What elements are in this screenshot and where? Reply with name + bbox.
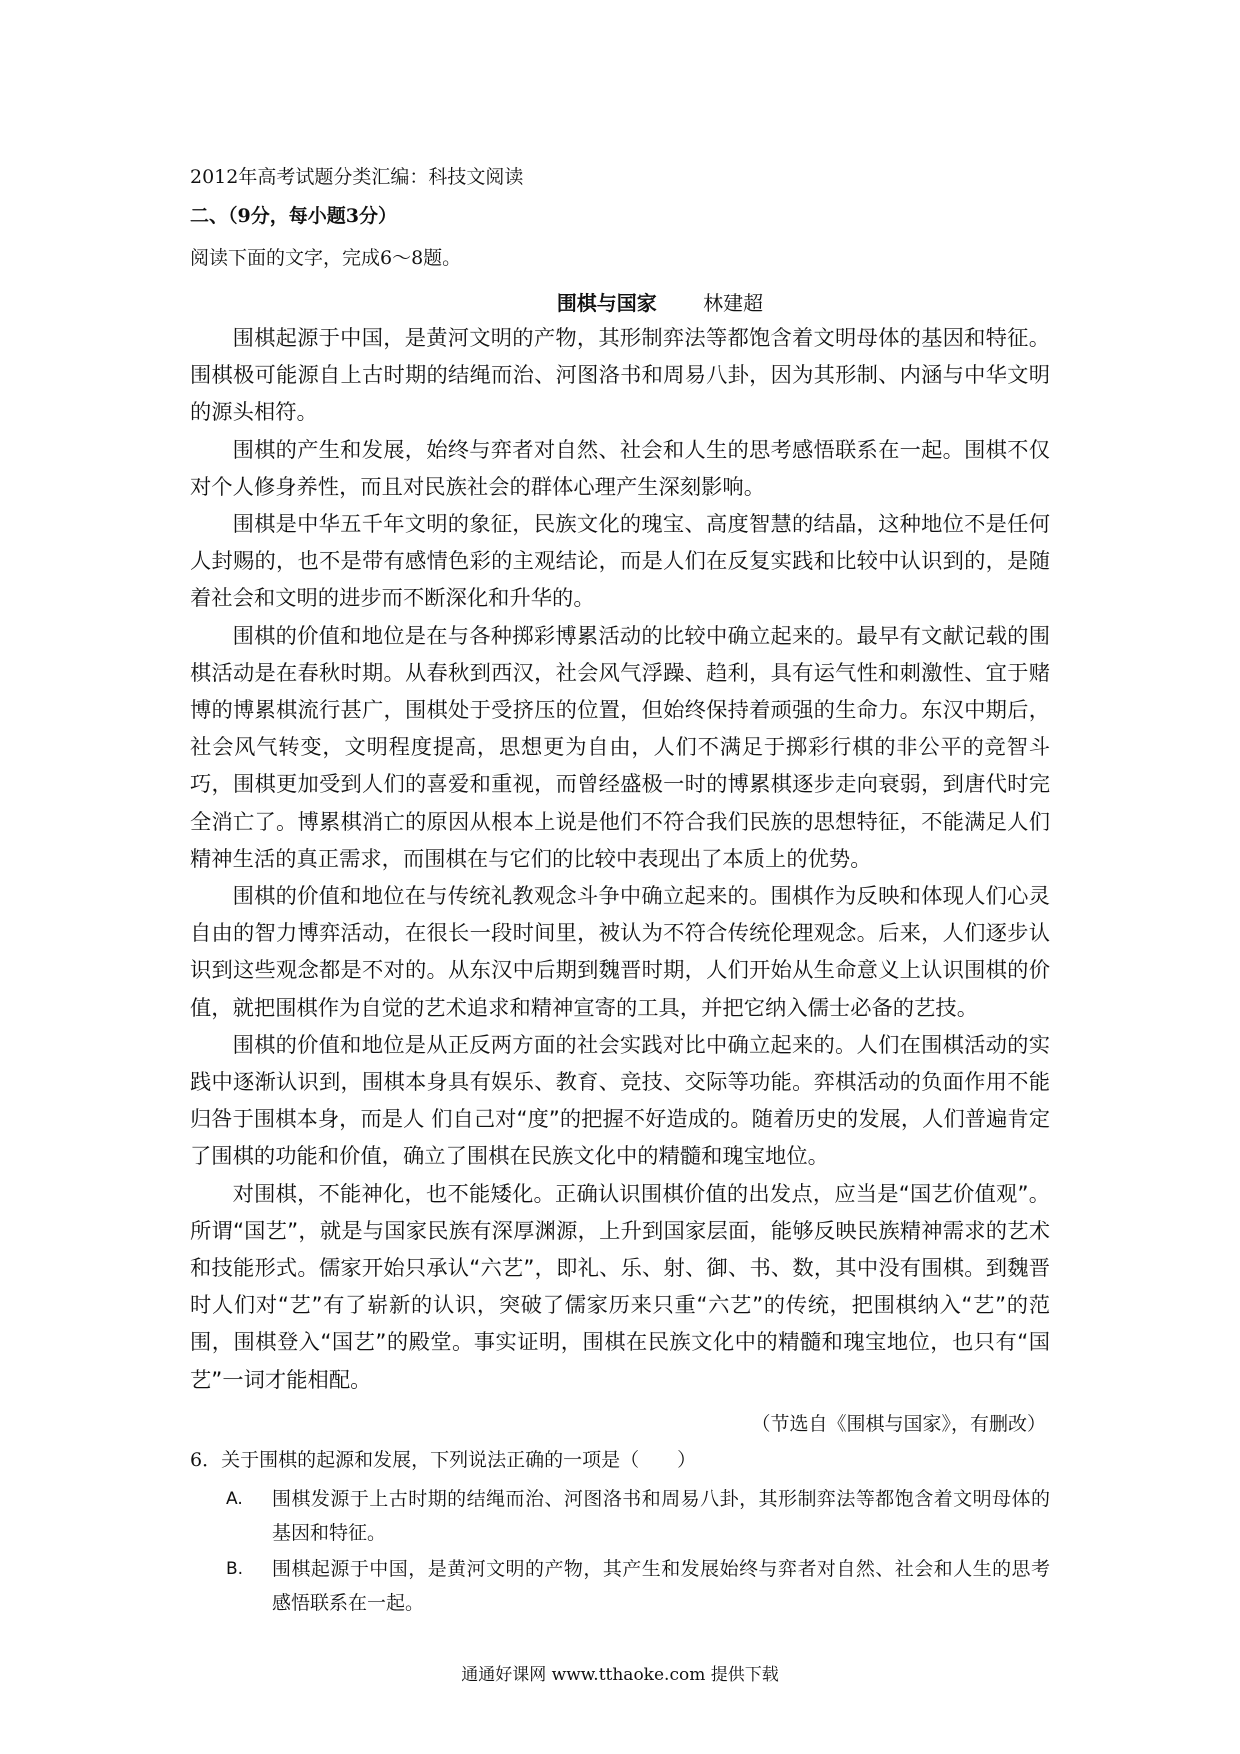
article-paragraph: 围棋的产生和发展，始终与弈者对自然、社会和人生的思考感悟联系在一起。围棋不仅对个人修身养性，而且对民族社会的群体心理产生深刻影响。 bbox=[190, 437, 1050, 500]
article-paragraph: 围棋是中华五千年文明的象征，民族文化的瑰宝、高度智慧的结晶，这种地位不是任何人封赐的，也不是带有感情色彩的主观结论，而是人们在反复实践和比较中认识到的，是随着社会和文明的进步而不断深化和升华的。 bbox=[190, 512, 1050, 612]
question-stem: 6．关于围棋的起源和发展，下列说法正确的一项是（ ） bbox=[190, 1449, 697, 1471]
article-title-line bbox=[190, 288, 1050, 318]
document-header: 2012年高考试题分类汇编：科技文阅读 bbox=[190, 166, 524, 188]
article-paragraph: 围棋的价值和地位是在与各种掷彩博累活动的比较中确立起来的。最早有文献记载的围棋活动是在春秋时期。从春秋到西汉，社会风气浮躁、趋利，具有运气性和刺激性、宜于赌博的博累棋流行甚广，围棋处于受挤压的位置，但始终保持着顽强的生命力。东汉中期后，社会风气转变，文明程度提高，思想更为自由，人们不满足于掷彩行棋的非公平的竞智斗巧，围棋更加受到人们的喜爱和重视，而曾经盛极一时的博累棋逐步走向衰弱，到唐代时完全消亡了。博累棋消亡的原因从根本上说是他们不符合我们民族的思想特征，不能满足人们精神生活的真正需求，而围棋在与它们的比较中表现出了本质上的优势。 bbox=[190, 623, 1050, 872]
article-paragraph: 围棋的价值和地位是从正反两方面的社会实践对比中确立起来的。人们在围棋活动的实践中逐渐认识到，围棋本身具有娱乐、教育、竞技、交际等功能。弈棋活动的负面作用不能归咎于围棋本身，而是人 们自己对“度”的把握不好造成的。随着历史的发展，人们普遍肯定了围棋的功能和价值，确立了围棋在民族文化中的精髓和瑰宝地位。 bbox=[190, 1032, 1050, 1170]
option-a bbox=[226, 1482, 1050, 1550]
option-text: 围棋起源于中国，是黄河文明的产物，其产生和发展始终与弈者对自然、社会和人生的思考感悟联系在一起。 bbox=[272, 1558, 1050, 1614]
article-title: 围棋与国家 bbox=[556, 291, 657, 315]
option-letter: B. bbox=[226, 1559, 244, 1579]
article-author: 林建超 bbox=[703, 291, 764, 315]
option-letter: A. bbox=[226, 1489, 243, 1509]
section-heading: 二、（9分，每小题3分） bbox=[190, 205, 397, 227]
reading-instruction: 阅读下面的文字，完成6～8题。 bbox=[190, 247, 462, 269]
option-text: 围棋发源于上古时期的结绳而治、河图洛书和周易八卦，其形制弈法等都饱含着文明母体的基因和特征。 bbox=[272, 1488, 1050, 1544]
page-footer: 通通好课网 www.tthaoke.com 提供下载 bbox=[461, 1665, 779, 1685]
article-paragraph: 对围棋，不能神化，也不能矮化。正确认识围棋价值的出发点，应当是“国艺价值观”。所谓“国艺”，就是与国家民族有深厚渊源，上升到国家层面，能够反映民族精神需求的艺术和技能形式。儒家开始只承认“六艺”，即礼、乐、射、御、书、数，其中没有围棋。到魏晋时人们对“艺”有了崭新的认识，突破了儒家历来只重“六艺”的传统，把围棋纳入“艺”的范围，围棋登入“国艺”的殿堂。事实证明，围棋在民族文化中的精髓和瑰宝地位，也只有“国艺”一词才能相配。 bbox=[190, 1181, 1050, 1393]
article-body bbox=[190, 320, 1050, 1399]
article-paragraph: 围棋起源于中国，是黄河文明的产物，其形制弈法等都饱含着文明母体的基因和特征。围棋极可能源自上古时期的结绳而治、河图洛书和周易八卦，因为其形制、内涵与中华文明的源头相符。 bbox=[190, 326, 1050, 426]
source-note: （节选自《围棋与国家》，有删改） bbox=[751, 1413, 1046, 1435]
option-b bbox=[226, 1552, 1050, 1620]
article-paragraph: 围棋的价值和地位在与传统礼教观念斗争中确立起来的。围棋作为反映和体现人们心灵自由的智力博弈活动，在很长一段时间里，被认为不符合传统伦理观念。后来，人们逐步认识到这些观念都是不对的。从东汉中后期到魏晋时期，人们开始从生命意义上认识围棋的价值，就把围棋作为自觉的艺术追求和精神宣寄的工具，并把它纳入儒士必备的艺技。 bbox=[190, 884, 1050, 1021]
